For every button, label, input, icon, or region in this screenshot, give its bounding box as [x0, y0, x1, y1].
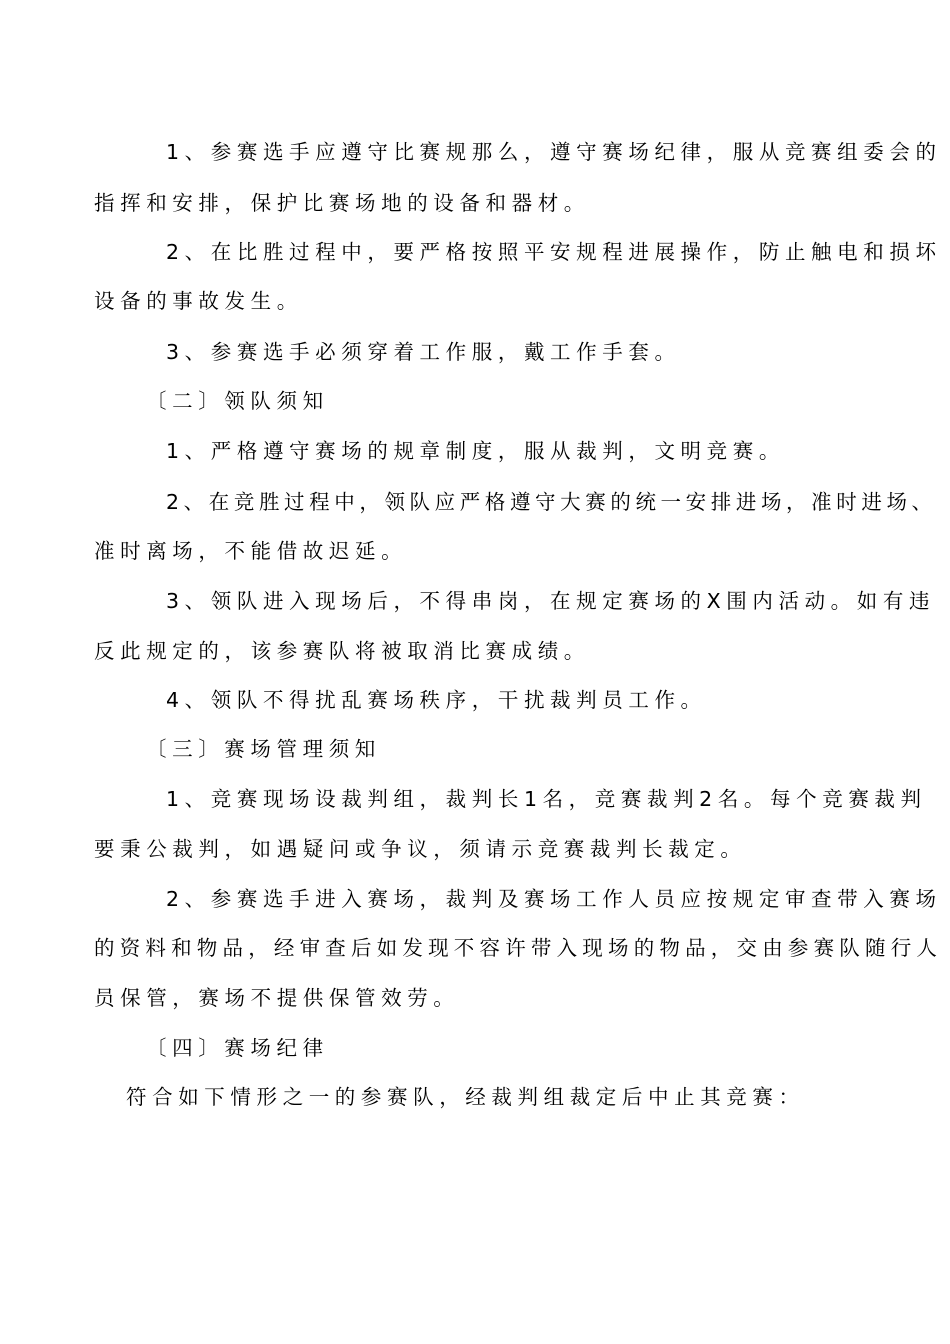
paragraph-line: 4、领队不得扰乱赛场秩序，干扰裁判员工作。	[166, 688, 707, 712]
paragraph-line: 3、参赛选手必须穿着工作服，戴工作手套。	[166, 340, 681, 364]
paragraph-line: 指挥和安排，保护比赛场地的设备和器材。	[94, 191, 590, 215]
paragraph-line: 1、竞赛现场设裁判组，裁判长1名，竞赛裁判2名。每个竞赛裁判	[166, 787, 927, 811]
paragraph-line: 2、参赛选手进入赛场，裁判及赛场工作人员应按规定审查带入赛场	[166, 887, 942, 911]
paragraph-line: 要秉公裁判，如遇疑问或争议，须请示竞赛裁判长裁定。	[94, 837, 747, 861]
paragraph-line: 1、严格遵守赛场的规章制度，服从裁判，文明竞赛。	[166, 439, 785, 463]
paragraph-line: 设备的事故发生。	[94, 289, 303, 313]
paragraph-line: 1、参赛选手应遵守比赛规那么，遵守赛场纪律，服从竞赛组委会的	[166, 140, 942, 164]
section-heading: 〔四〕赛场纪律	[146, 1036, 329, 1060]
paragraph-line: 准时离场，不能借故迟延。	[94, 539, 408, 563]
paragraph-line: 符合如下情形之一的参赛队，经裁判组裁定后中止其竞赛：	[126, 1085, 805, 1109]
paragraph-line: 反此规定的，该参赛队将被取消比赛成绩。	[94, 639, 590, 663]
paragraph-line: 的资料和物品，经审查后如发现不容许带入现场的物品，交由参赛队随行人	[94, 936, 943, 960]
paragraph-line: 3、领队进入现场后，不得串岗，在规定赛场的X围内活动。如有违	[166, 589, 936, 613]
paragraph-line: 员保管，赛场不提供保管效劳。	[94, 986, 460, 1010]
paragraph-line: 2、在竞胜过程中，领队应严格遵守大赛的统一安排进场，准时进场、	[166, 490, 937, 514]
section-heading: 〔三〕赛场管理须知	[146, 737, 381, 761]
paragraph-line: 2、在比胜过程中，要严格按照平安规程进展操作，防止触电和损坏	[166, 240, 942, 264]
section-heading: 〔二〕领队须知	[146, 389, 329, 413]
